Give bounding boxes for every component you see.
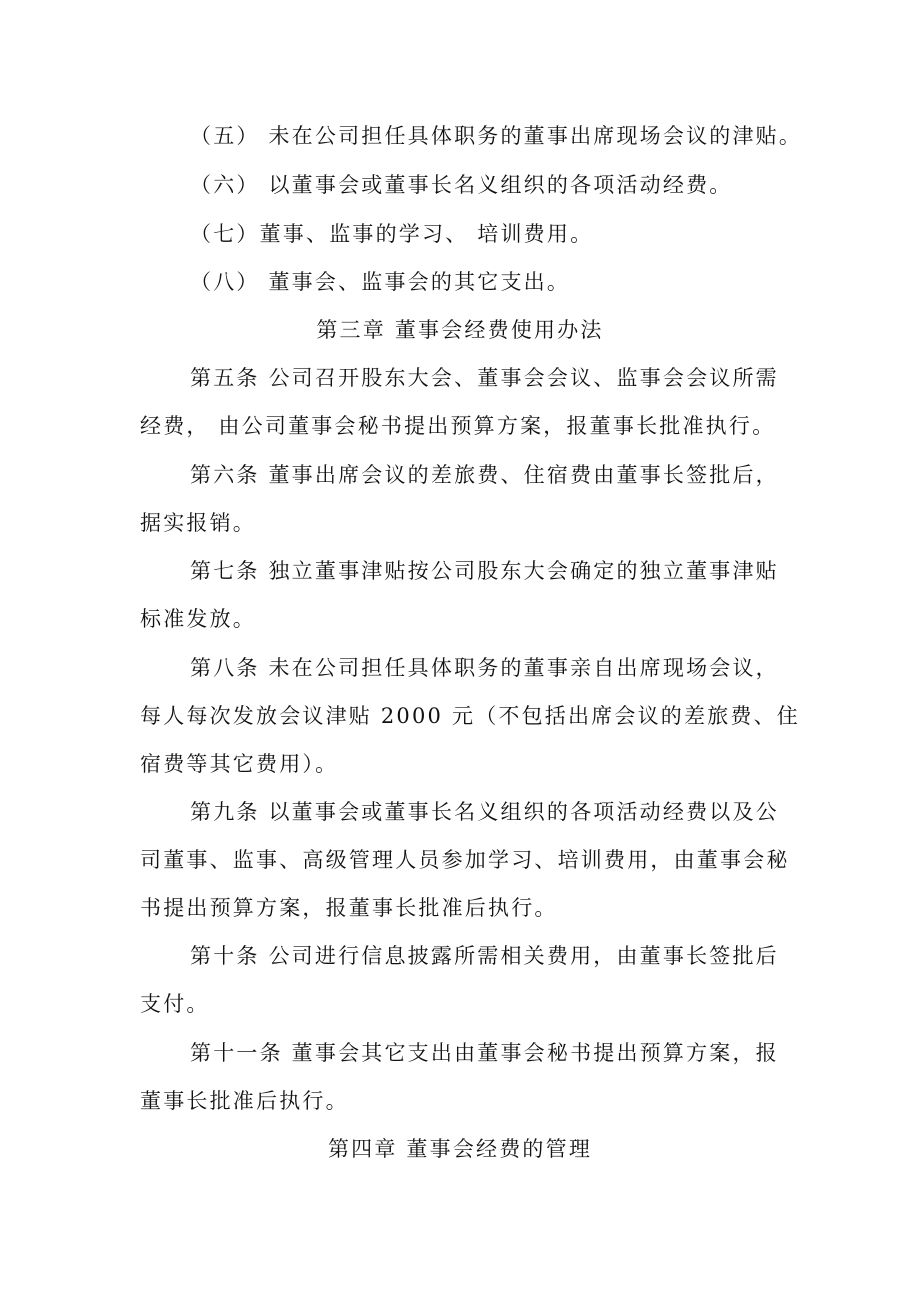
article-9-line-2: 司董事、监事、高级管理人员参加学习、培训费用，由董事会秘 <box>140 848 790 872</box>
article-7-line-2: 标准发放。 <box>140 607 256 631</box>
article-5-line-2: 经费， 由公司董事会秘书提出预算方案，报董事长批准执行。 <box>140 414 776 438</box>
article-6-line-1: 第六条 董事出席会议的差旅费、住宿费由董事长签批后， <box>190 463 779 487</box>
article-10-line-2: 支付。 <box>140 992 210 1016</box>
article-11-line-1: 第十一条 董事会其它支出由董事会秘书提出预算方案，报 <box>190 1041 779 1065</box>
article-8-line-2: 每人每次发放会议津贴 2000 元（不包括出席会议的差旅费、住 <box>140 704 800 728</box>
item-five: （五） 未在公司担任具体职务的董事出席现场会议的津贴。 <box>190 124 803 148</box>
article-9-line-3: 书提出预算方案，报董事长批准后执行。 <box>140 896 558 920</box>
article-11-line-2: 董事长批准后执行。 <box>140 1089 349 1113</box>
article-7-line-1: 第七条 独立董事津贴按公司股东大会确定的独立董事津贴 <box>190 559 779 583</box>
item-seven: （七）董事、监事的学习、 培训费用。 <box>190 222 594 246</box>
article-8-line-3: 宿费等其它费用）。 <box>140 752 339 776</box>
chapter-three-heading: 第三章 董事会经费使用办法 <box>316 318 604 342</box>
article-10-line-1: 第十条 公司进行信息披露所需相关费用，由董事长签批后 <box>190 944 779 968</box>
article-8-line-1: 第八条 未在公司担任具体职务的董事亲自出席现场会议， <box>190 656 779 680</box>
article-5-line-1: 第五条 公司召开股东大会、董事会会议、监事会会议所需 <box>190 366 779 390</box>
article-9-line-1: 第九条 以董事会或董事长名义组织的各项活动经费以及公 <box>190 800 779 824</box>
chapter-four-heading: 第四章 董事会经费的管理 <box>327 1137 593 1161</box>
article-6-line-2: 据实报销。 <box>140 511 256 535</box>
item-eight: （八） 董事会、监事会的其它支出。 <box>190 270 571 294</box>
item-six: （六） 以董事会或董事长名义组织的各项活动经费。 <box>190 173 733 197</box>
